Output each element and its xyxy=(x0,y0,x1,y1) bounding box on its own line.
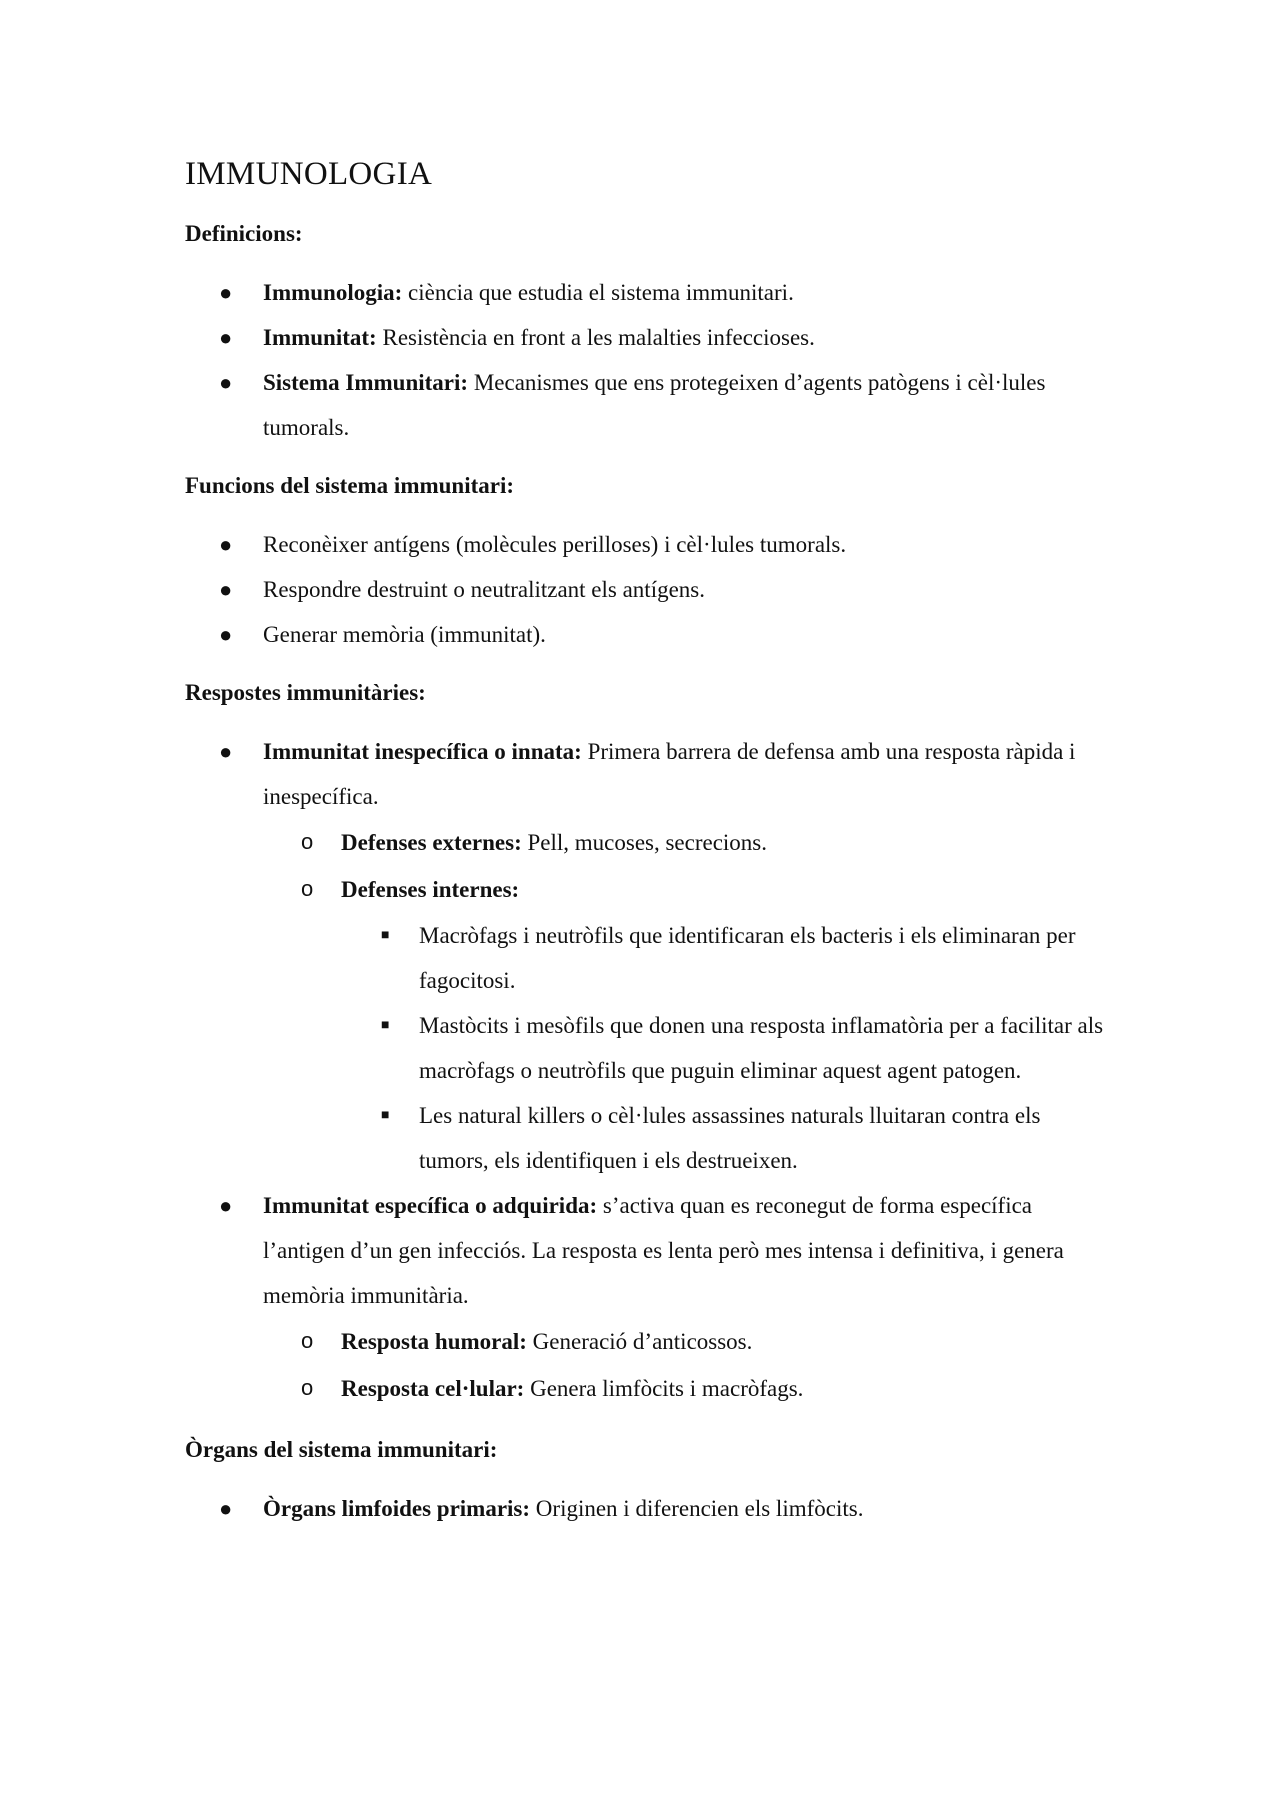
section-heading-organs: Òrgans del sistema immunitari: xyxy=(185,1437,498,1462)
item-text: s’activa quan es reconegut de forma específica l’antigen d’un gen infecciós. La resposta es lenta però mes intensa i definitiva, i genera memòria immunitària. xyxy=(263,1193,1064,1308)
list-item xyxy=(185,913,1105,1003)
list-item xyxy=(185,360,1105,450)
bullet-dot-icon: ● xyxy=(219,622,233,647)
section-heading-respostes: Respostes immunitàries: xyxy=(185,680,426,705)
list-item xyxy=(185,315,1105,360)
item-text: Les natural killers o cèl·lules assassines naturals lluitaran contra els tumors, els identifiquen i els destrueixen. xyxy=(419,1103,1041,1173)
bullet-dot-icon: ● xyxy=(219,739,233,764)
bullet-dot-icon: ● xyxy=(219,1193,233,1218)
list-item xyxy=(185,270,1105,315)
section-heading-definicions: Definicions: xyxy=(185,221,303,246)
item-text: ciència que estudia el sistema immunitari. xyxy=(402,280,794,305)
item-text: Originen i diferencien els limfòcits. xyxy=(530,1496,864,1521)
list-item xyxy=(185,522,1105,567)
term-label: Resposta cel·lular: xyxy=(341,1376,525,1401)
term-label: Resposta humoral: xyxy=(341,1329,527,1354)
list-item-adquirida xyxy=(185,1183,1105,1318)
bullet-dot-icon: ● xyxy=(219,532,233,557)
bullet-square-icon: ■ xyxy=(381,928,390,943)
list-item-defenses-externes xyxy=(185,819,1105,866)
bullet-circle-icon: o xyxy=(301,876,314,901)
list-item xyxy=(185,1093,1105,1183)
item-text: Generar memòria (immunitat). xyxy=(263,622,546,647)
bullet-dot-icon: ● xyxy=(219,370,233,395)
bullet-circle-icon: o xyxy=(301,1328,314,1353)
bullet-dot-icon: ● xyxy=(219,280,233,305)
respostes-list xyxy=(185,729,1105,1412)
bullet-square-icon: ■ xyxy=(381,1108,390,1123)
list-item xyxy=(185,567,1105,612)
item-text: Mecanismes que ens protegeixen d’agents patògens i cèl·lules tumorals. xyxy=(263,370,1046,440)
definicions-list xyxy=(185,270,1105,450)
term-label: Defenses internes: xyxy=(341,877,520,902)
list-item xyxy=(185,1003,1105,1093)
list-item-resposta-cellular xyxy=(185,1365,1105,1412)
item-text: Generació d’anticossos. xyxy=(526,1329,753,1354)
item-text: Reconèixer antígens (molècules perilloses) i cèl·lules tumorals. xyxy=(263,532,847,557)
page-title: IMMUNOLOGIA xyxy=(185,156,433,192)
bullet-square-icon: ■ xyxy=(381,1018,390,1033)
bullet-circle-icon: o xyxy=(301,829,314,854)
document-page xyxy=(185,152,1105,1531)
term-label: Immunitat específica o adquirida: xyxy=(263,1193,598,1218)
funcions-list xyxy=(185,522,1105,657)
bullet-dot-icon: ● xyxy=(219,325,233,350)
term-label: Immunologia: xyxy=(263,280,403,305)
list-item xyxy=(185,1486,1105,1531)
bullet-circle-icon: o xyxy=(301,1375,314,1400)
term-label: Defenses externes: xyxy=(341,830,522,855)
item-text: Resistència en front a les malalties infeccioses. xyxy=(376,325,815,350)
item-text: Genera limfòcits i macròfags. xyxy=(524,1376,804,1401)
bullet-dot-icon: ● xyxy=(219,577,233,602)
term-label: Immunitat inespecífica o innata: xyxy=(263,739,582,764)
item-text: Macròfags i neutròfils que identificaran els bacteris i els eliminaran per fagocitosi. xyxy=(419,923,1076,993)
term-label: Sistema Immunitari: xyxy=(263,370,469,395)
list-item-defenses-internes xyxy=(185,866,1105,913)
item-text: Primera barrera de defensa amb una resposta ràpida i inespecífica. xyxy=(263,739,1076,809)
item-text: Mastòcits i mesòfils que donen una resposta inflamatòria per a facilitar als macròfags o neutròfils que puguin eliminar aquest agent patogen. xyxy=(419,1013,1104,1083)
section-heading-funcions: Funcions del sistema immunitari: xyxy=(185,473,515,498)
bullet-dot-icon: ● xyxy=(219,1496,233,1521)
item-text: Respondre destruint o neutralitzant els antígens. xyxy=(263,577,705,602)
item-text: Pell, mucoses, secrecions. xyxy=(521,830,768,855)
list-item-resposta-humoral xyxy=(185,1318,1105,1365)
organs-list xyxy=(185,1486,1105,1531)
list-item-innata xyxy=(185,729,1105,819)
list-item xyxy=(185,612,1105,657)
term-label: Immunitat: xyxy=(263,325,377,350)
term-label: Òrgans limfoides primaris: xyxy=(263,1496,531,1521)
